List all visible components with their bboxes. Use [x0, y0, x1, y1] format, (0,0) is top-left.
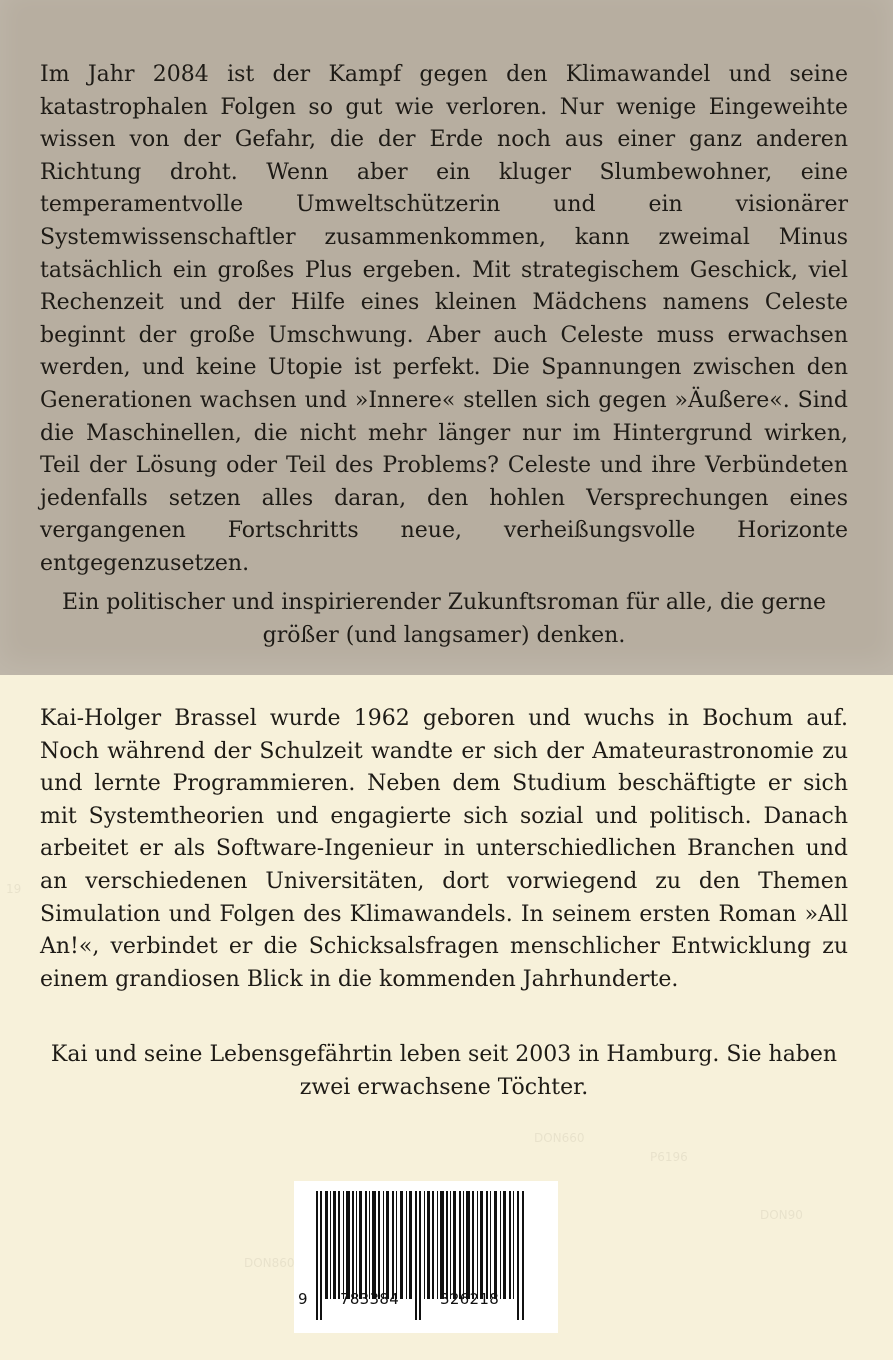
isbn-left-group: 783384 — [340, 1290, 400, 1308]
author-personal-note: Kai und seine Lebensgefährtin leben seit 2003 in Hamburg. Sie haben zwei erwachsene Töchter. — [50, 1042, 838, 1100]
isbn-right-group: 326218 — [440, 1290, 500, 1308]
author-bio: Kai-Holger Brassel wurde 1962 geboren und wuchs in Bochum auf. Noch während der Schulzeit wandte er sich der Amateurastronomie zu und lernte Programmieren. Neben dem Studium beschäftigte er sich mit Systemtheorien und engagierte sich sozial und politisch. Danach arbeitet er als Software-Ingenieur in unterschiedlichen Branchen und an verschiedenen Universitäten, dort vorwiegend zu den Themen Simulation und Folgen des Klimawandels. In seinem ersten Roman »All An!«, verbindet er die Schicksalsfragen menschlicher Entwicklung zu einem grandiosen Blick in die kommenden Jahrhunderte. — [40, 706, 848, 992]
isbn-barcode — [294, 1181, 558, 1333]
book-tagline: Ein politischer und inspirierender Zukunftsroman für alle, die gerne größer (und langsamer) denken. — [61, 590, 827, 648]
book-description: Im Jahr 2084 ist der Kampf gegen den Klimawandel und seine katastrophalen Folgen so gut wie verloren. Nur wenige Eingeweihte wissen von der Gefahr, die der Erde noch aus einer ganz anderen Richtung droht. Wenn aber ein kluger Slumbewohner, eine temperamentvolle Umweltschützerin und ein visionärer Systemwissenschaftler zusammenkommen, kann zweimal Minus tatsächlich ein großes Plus ergeben. Mit strategischem Geschick, viel Rechenzeit und der Hilfe eines kleinen Mädchens namens Celeste beginnt der große Umschwung. Aber auch Celeste muss erwachsen werden, und keine Utopie ist perfekt. Die Spannungen zwischen den Generationen wachsen und »Innere« stellen sich gegen »Äußere«. Sind die Maschinellen, die nicht mehr länger nur im Hintergrund wirken, Teil der Lösung oder Teil des Problems? Celeste und ihre Verbündeten jedenfalls setzen alles daran, den hohlen Versprechungen eines vergangenen Fortschritts neue, verheißungsvolle Horizonte entgegenzusetzen. — [40, 62, 848, 576]
isbn-prefix-digit: 9 — [298, 1290, 308, 1308]
